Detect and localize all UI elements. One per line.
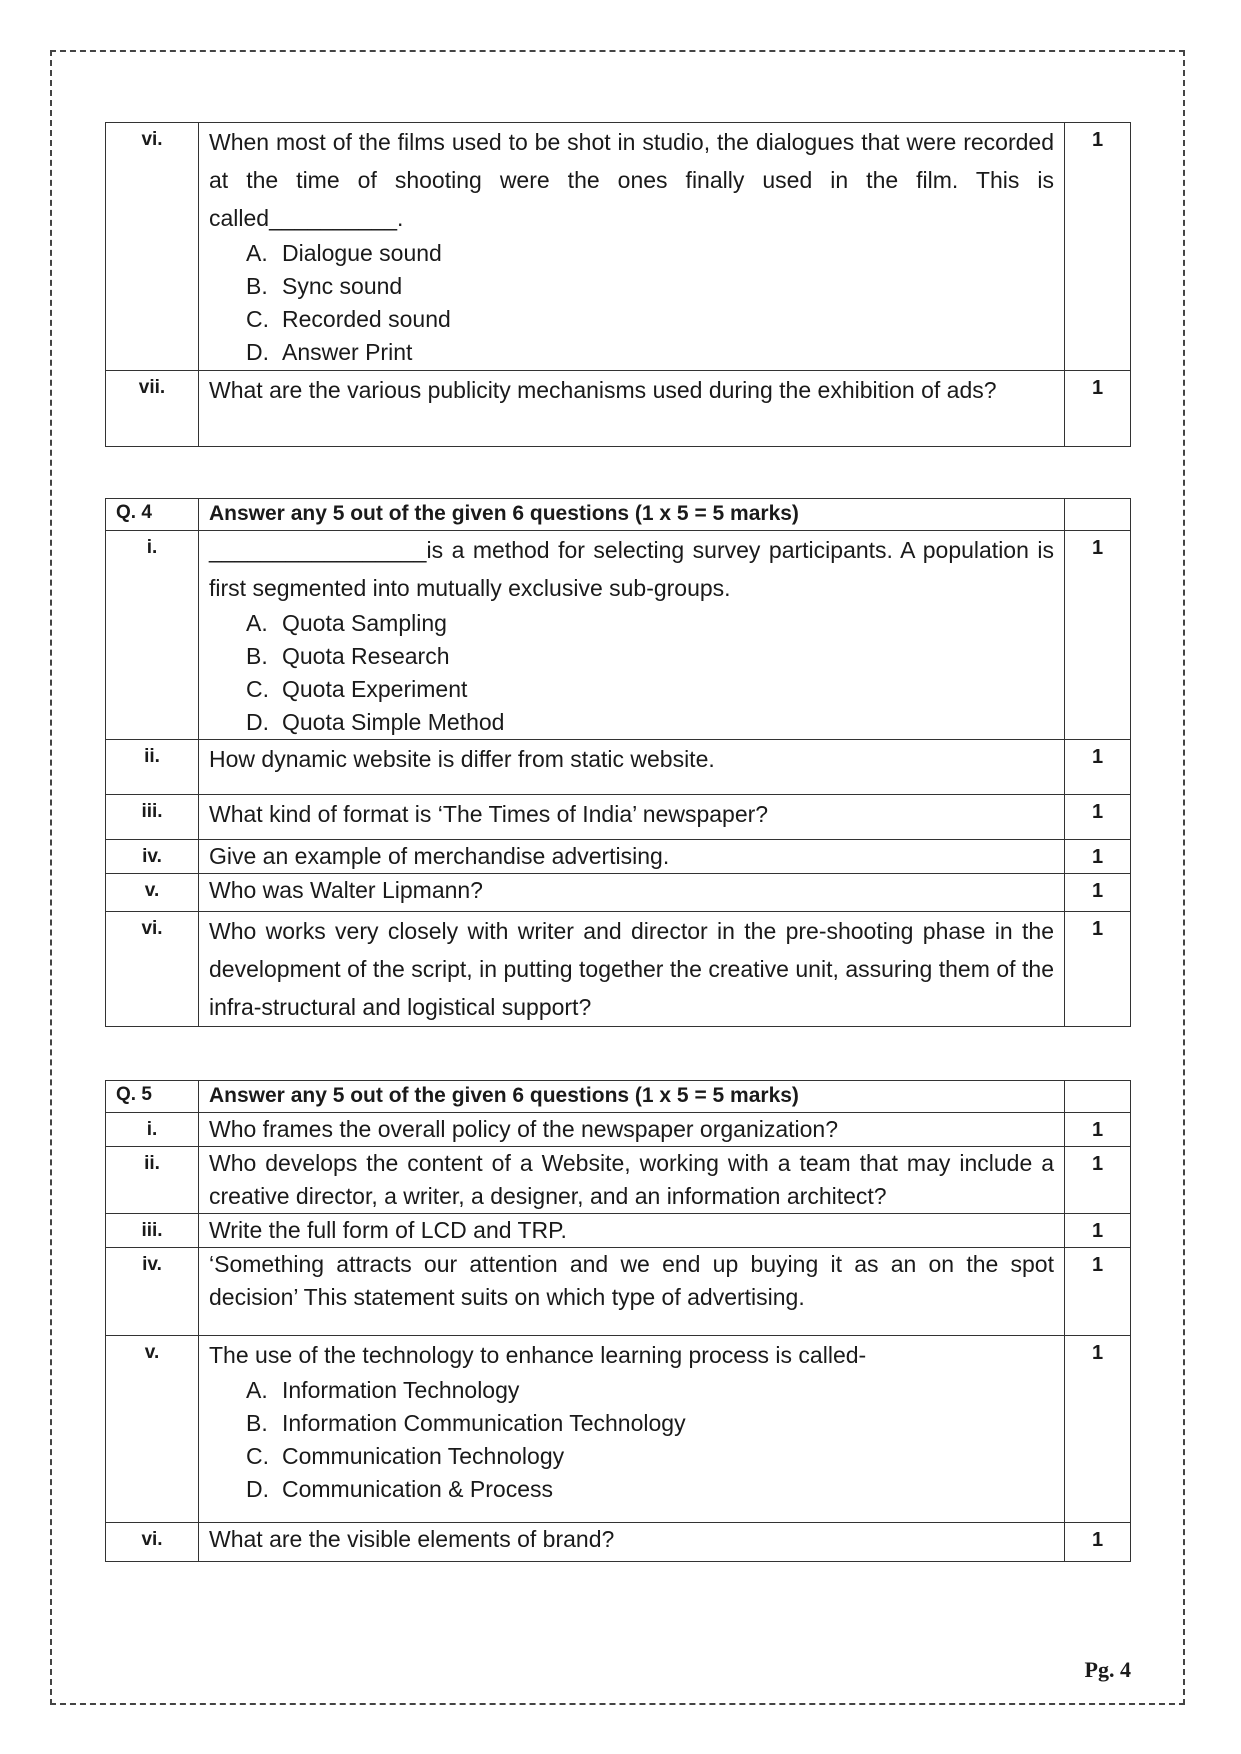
- question-text: What kind of format is ‘The Times of India’ newspaper?: [209, 801, 769, 827]
- option-item: B. Sync sound: [246, 273, 403, 299]
- question-text: Write the full form of LCD and TRP.: [209, 1217, 567, 1243]
- question-mark: 1: [1065, 795, 1131, 840]
- question-text: _________________is a method for selecting survey participants. A population is first segmented into mutually exclusive sub-groups.: [209, 537, 1054, 601]
- question-number: i.: [106, 531, 199, 740]
- option-item: A. Dialogue sound: [246, 240, 442, 266]
- question-number: ii.: [106, 1147, 199, 1214]
- table-row: [106, 1113, 1131, 1147]
- question-text: How dynamic website is differ from static website.: [209, 746, 715, 772]
- question-mark: 1: [1065, 1147, 1131, 1214]
- table-row: [106, 874, 1131, 912]
- table-row: [106, 531, 1131, 740]
- question-number: iv.: [106, 1248, 199, 1336]
- question-number: iii.: [106, 1214, 199, 1248]
- question-text: Give an example of merchandise advertising.: [209, 843, 670, 869]
- table-row: [106, 1147, 1131, 1214]
- question-mark: 1: [1065, 1248, 1131, 1336]
- question-text: When most of the films used to be shot in studio, the dialogues that were recorded at the time of shooting were the ones finally used in the film. This is called__________.: [209, 129, 1054, 231]
- question-text: Who frames the overall policy of the newspaper organization?: [209, 1116, 839, 1142]
- question-table-q5: [105, 1080, 1131, 1562]
- table-row: [106, 740, 1131, 795]
- section-number: Q. 5: [106, 1081, 199, 1113]
- question-text: The use of the technology to enhance learning process is called-: [209, 1342, 867, 1368]
- question-number: vii.: [106, 371, 199, 447]
- option-item: B. Information Communication Technology: [246, 1410, 686, 1436]
- option-item: C. Quota Experiment: [246, 676, 468, 702]
- question-number: vi.: [106, 912, 199, 1027]
- table-row: [106, 371, 1131, 447]
- question-mark: 1: [1065, 1113, 1131, 1147]
- question-mark: 1: [1065, 740, 1131, 795]
- question-number: v.: [106, 874, 199, 912]
- question-number: ii.: [106, 740, 199, 795]
- table-row: [106, 1214, 1131, 1248]
- question-table-continued: [105, 122, 1131, 447]
- table-row: [106, 1248, 1131, 1336]
- table-row: [106, 912, 1131, 1027]
- option-item: A. Quota Sampling: [246, 610, 447, 636]
- option-item: B. Quota Research: [246, 643, 450, 669]
- page-number: Pg. 4: [1084, 1657, 1131, 1682]
- question-mark: 1: [1065, 531, 1131, 740]
- question-mark: 1: [1065, 1336, 1131, 1523]
- question-mark: 1: [1065, 840, 1131, 874]
- question-mark: 1: [1065, 371, 1131, 447]
- question-text: What are the various publicity mechanisms used during the exhibition of ads?: [209, 377, 997, 403]
- table-row: [106, 123, 1131, 371]
- question-text: ‘Something attracts our attention and we end up buying it as an on the spot decision’ This statement suits on which type of advertising.: [209, 1251, 1054, 1310]
- question-text: Who was Walter Lipmann?: [209, 877, 483, 903]
- question-text: Who develops the content of a Website, working with a team that may include a creative director, a writer, a designer, and an information architect?: [209, 1150, 1054, 1209]
- question-number: iv.: [106, 840, 199, 874]
- question-number: v.: [106, 1336, 199, 1523]
- option-list: [209, 237, 1054, 369]
- section-heading: Answer any 5 out of the given 6 questions (1 x 5 = 5 marks): [199, 499, 1065, 531]
- option-item: D. Quota Simple Method: [246, 709, 505, 735]
- question-mark: 1: [1065, 912, 1131, 1027]
- option-item: C. Communication Technology: [246, 1443, 565, 1469]
- table-header-row: [106, 1081, 1131, 1113]
- option-item: A. Information Technology: [246, 1377, 520, 1403]
- question-mark: 1: [1065, 1214, 1131, 1248]
- question-mark: 1: [1065, 1523, 1131, 1562]
- question-mark: 1: [1065, 123, 1131, 371]
- option-item: D. Answer Print: [246, 339, 413, 365]
- option-list: [209, 1374, 1054, 1506]
- table-row: [106, 795, 1131, 840]
- option-item: D. Communication & Process: [246, 1476, 553, 1502]
- section-heading: Answer any 5 out of the given 6 questions (1 x 5 = 5 marks): [199, 1081, 1065, 1113]
- question-text: What are the visible elements of brand?: [209, 1526, 615, 1552]
- question-number: vi.: [106, 123, 199, 371]
- table-header-row: [106, 499, 1131, 531]
- question-number: vi.: [106, 1523, 199, 1562]
- table-row: [106, 1336, 1131, 1523]
- table-row: [106, 1523, 1131, 1562]
- option-list: [209, 607, 1054, 739]
- question-number: i.: [106, 1113, 199, 1147]
- question-text: Who works very closely with writer and director in the pre-shooting phase in the development of the script, in putting together the creative unit, assuring them of the infra-structural and logistical support?: [209, 918, 1054, 1020]
- question-table-q4: [105, 498, 1131, 1027]
- question-mark: 1: [1065, 874, 1131, 912]
- question-number: iii.: [106, 795, 199, 840]
- option-item: C. Recorded sound: [246, 306, 451, 332]
- table-row: [106, 840, 1131, 874]
- section-number: Q. 4: [106, 499, 199, 531]
